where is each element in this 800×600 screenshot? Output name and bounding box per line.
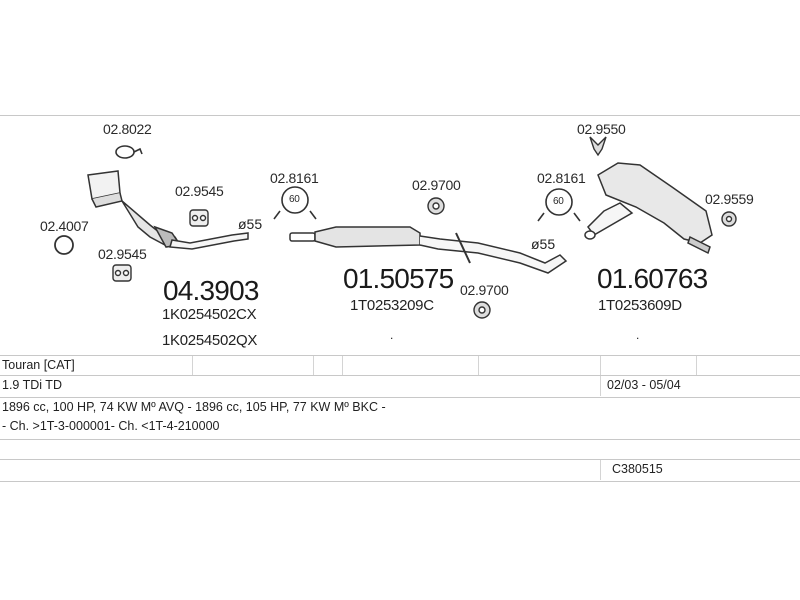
part-number-label: 02.9700 — [460, 282, 509, 298]
gasket-ring-icon — [55, 236, 73, 254]
model-cell: Touran [CAT] — [2, 358, 75, 372]
pipe-diameter-label: ø55 — [531, 236, 556, 252]
oem-number: 1T0253609D — [598, 297, 682, 314]
engine-cell: 1.9 TDi TD — [2, 378, 62, 392]
part-number-label: 02.9550 — [577, 121, 626, 137]
part-number-label: 02.4007 — [40, 218, 89, 234]
table-row — [0, 397, 800, 418]
assembly-code-rear: 01.60763 — [597, 263, 708, 294]
rubber-hanger-round-icon — [428, 198, 444, 214]
pipe-diameter-label: ø55 — [238, 216, 263, 232]
table-row — [0, 459, 800, 480]
clamp-diameter-label: 60 — [553, 196, 564, 207]
rubber-hanger-round-icon — [722, 212, 736, 226]
part-number-label: 02.9545 — [175, 183, 224, 199]
part-number-label: 02.8022 — [103, 121, 152, 137]
part-number-label: 02.9700 — [412, 177, 461, 193]
exhaust-parts-drawing — [0, 115, 800, 360]
exhaust-diagram: 02.8022 02.4007 02.9545 02.9545 02.8161 60 02.9700 02.9700 02.8161 60 02.9550 02.9559 ø55 ø55 04.3903 1K0254502CX 1K0254502QX 01.50575 1T0253209C . 01.60763 1T0253609D . — [0, 115, 800, 360]
table-row — [0, 355, 800, 376]
clamp-icon — [116, 146, 142, 158]
chassis-cell: - Ch. >1T-3-000001- Ch. <1T-4-210000 — [2, 419, 220, 433]
rubber-hanger-icon — [113, 265, 131, 281]
oem-number: 1K0254502QX — [162, 332, 258, 349]
table-row — [0, 439, 800, 460]
hanger-bracket-icon — [590, 137, 606, 155]
reference-cell: C380515 — [612, 462, 663, 476]
period-cell: 02/03 - 05/04 — [607, 378, 681, 392]
assembly-code-middle: 01.50575 — [343, 263, 454, 294]
rubber-hanger-icon — [190, 210, 208, 226]
table-row — [0, 375, 800, 396]
part-number-label: 02.8161 — [270, 170, 319, 186]
clamp-diameter-label: 60 — [289, 194, 300, 205]
front-pipe-catalyst-shape — [88, 171, 248, 249]
table-bottom-border — [0, 481, 800, 482]
rubber-hanger-round-icon — [474, 302, 490, 318]
part-number-label: 02.8161 — [537, 170, 586, 186]
specs-cell: 1896 cc, 100 HP, 74 KW Mº AVQ - 1896 cc, 105 HP, 77 KW Mº BKC - — [2, 400, 386, 414]
part-number-label: 02.9545 — [98, 246, 147, 262]
rear-muffler-shape — [585, 163, 712, 253]
oem-number: 1K0254502CX — [162, 306, 257, 323]
part-number-label: 02.9559 — [705, 191, 754, 207]
table-row — [0, 417, 800, 437]
oem-number: 1T0253209C — [350, 297, 434, 314]
assembly-code-front: 04.3903 — [163, 275, 259, 306]
